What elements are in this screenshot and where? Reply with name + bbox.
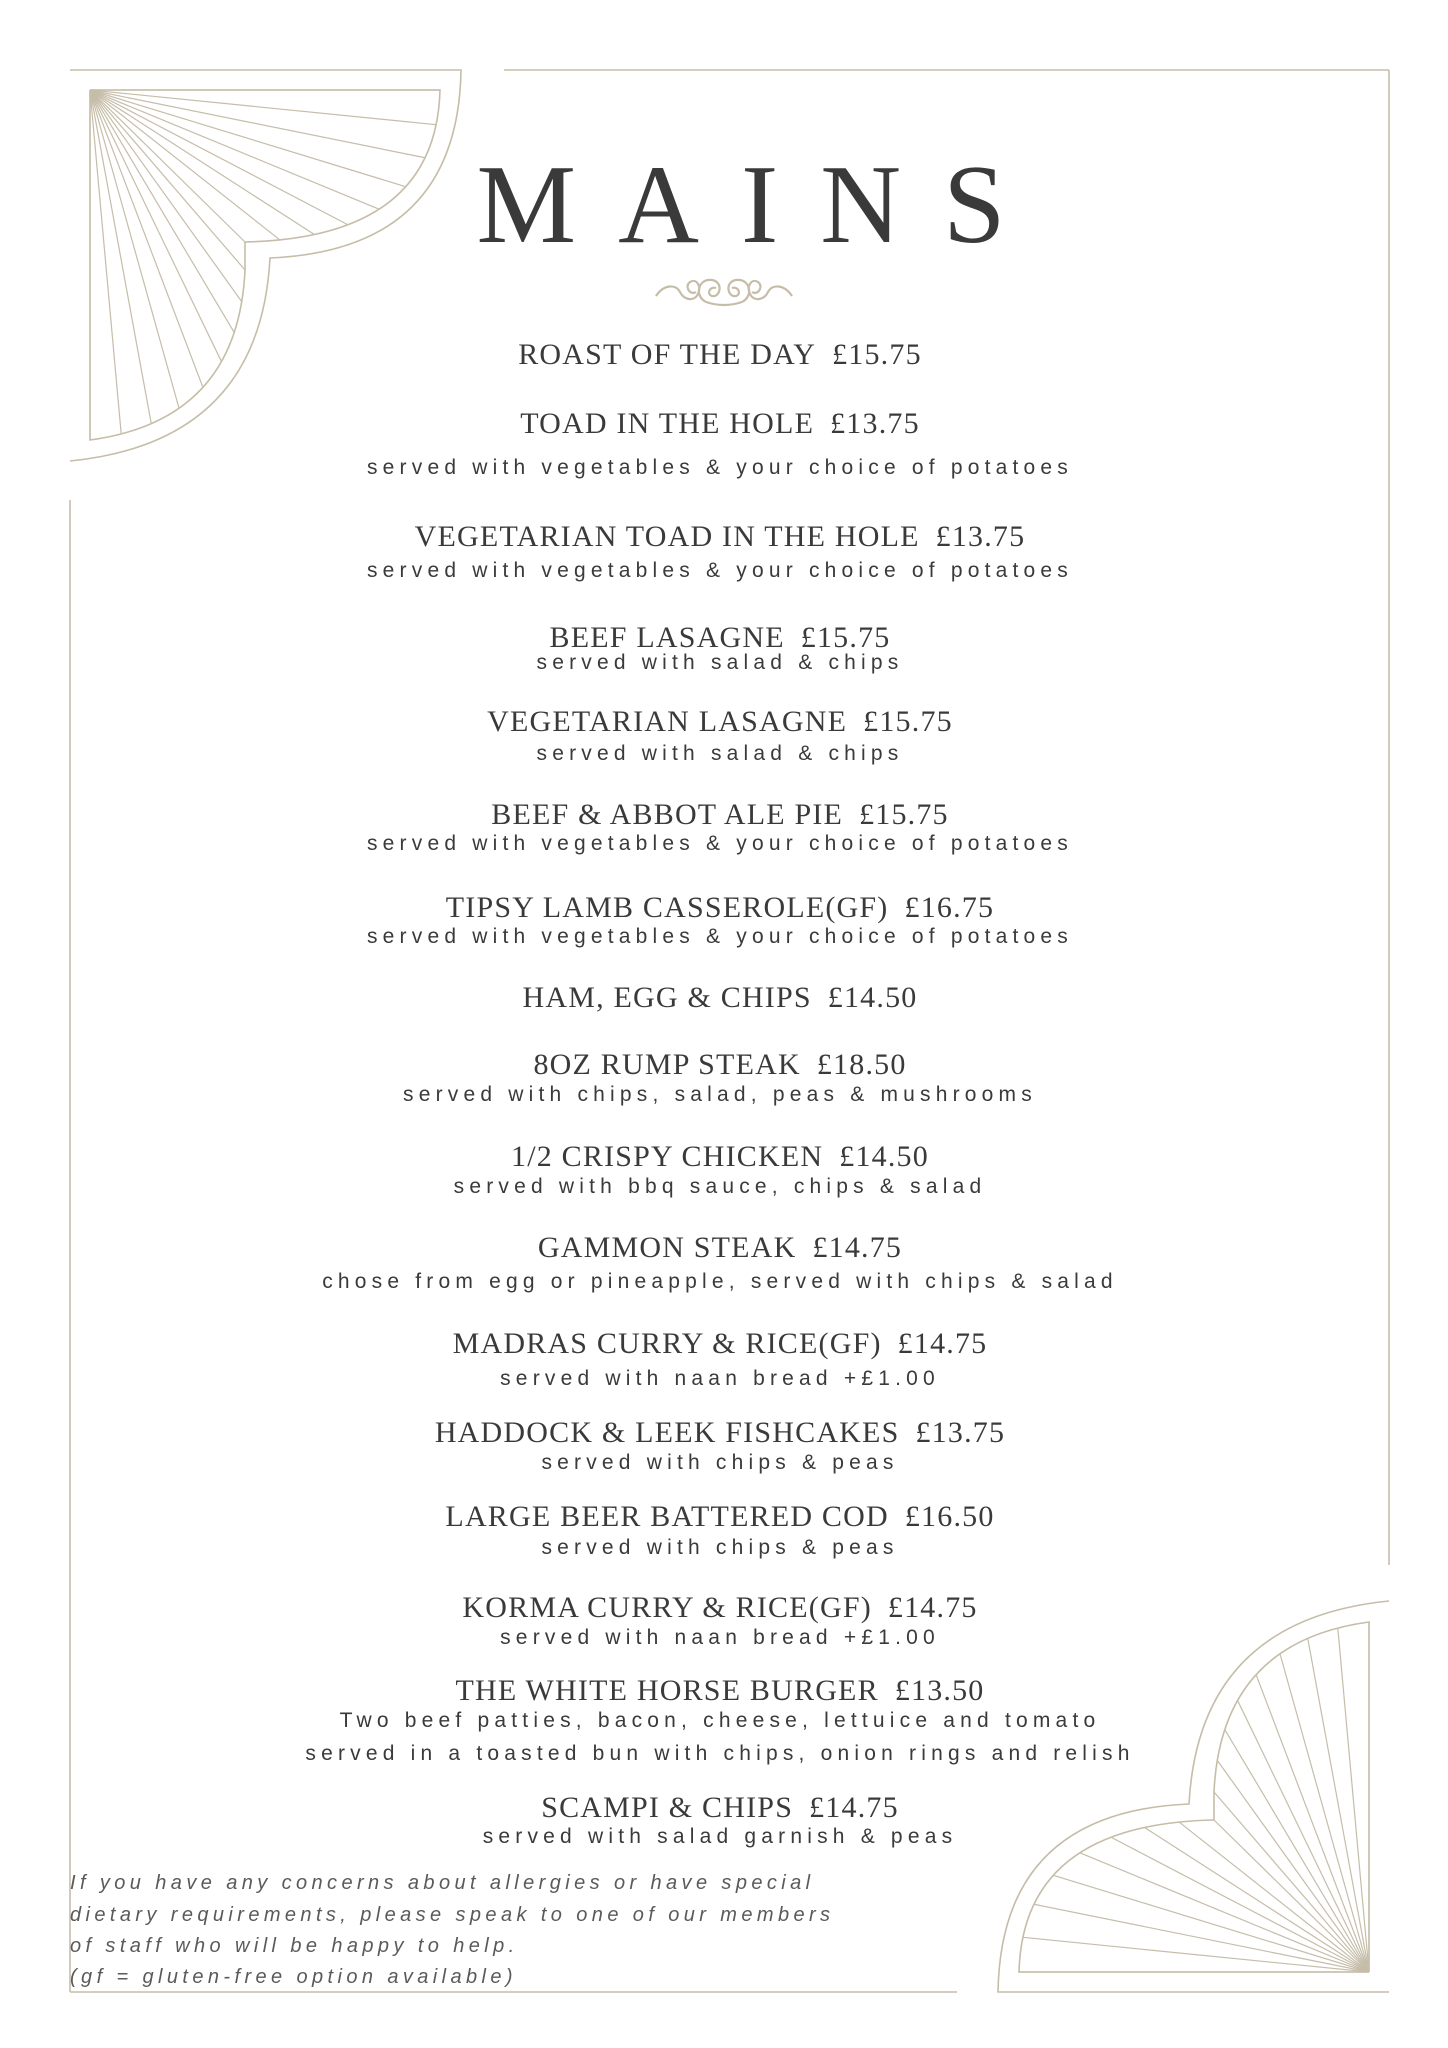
- item-price: £14.75: [812, 1231, 903, 1264]
- item-name: HADDOCK & LEEK FISHCAKES: [434, 1416, 900, 1449]
- item-name: THE WHITE HORSE BURGER: [455, 1674, 879, 1707]
- menu-item-title: [0, 890, 1440, 926]
- menu-item-title: [0, 797, 1440, 833]
- page-title: MAINS: [476, 143, 1048, 267]
- item-price: £14.75: [897, 1327, 988, 1360]
- item-description: served with chips, salad, peas & mushrooms: [403, 1083, 1037, 1106]
- allergy-notice-line: (gf = gluten-free option available): [70, 1966, 517, 1988]
- item-name: ROAST OF THE DAY: [518, 338, 817, 371]
- item-price: £15.75: [800, 621, 891, 654]
- swirl-ornament-icon: [656, 280, 792, 305]
- menu-item-title: [0, 337, 1440, 373]
- item-description: served with chips & peas: [541, 1451, 899, 1474]
- item-name: GAMMON STEAK: [537, 1231, 797, 1264]
- item-description: served with naan bread +£1.00: [500, 1626, 940, 1649]
- item-description: Two beef patties, bacon, cheese, lettuice and tomato: [339, 1709, 1101, 1732]
- item-description: served with vegetables & your choice of potatoes: [366, 559, 1074, 582]
- item-description: served with vegetables & your choice of potatoes: [366, 832, 1074, 855]
- fan-ray: [90, 90, 436, 125]
- item-name: VEGETARIAN TOAD IN THE HOLE: [414, 520, 920, 553]
- item-price: £13.50: [894, 1674, 985, 1707]
- item-price: £13.75: [830, 407, 920, 440]
- item-name: SCAMPI & CHIPS: [541, 1791, 794, 1824]
- item-description: served in a toasted bun with chips, onion rings and relish: [305, 1742, 1135, 1765]
- allergy-notice-line: of staff who will be happy to help.: [70, 1935, 519, 1957]
- item-description: served with vegetables & your choice of potatoes: [366, 925, 1074, 948]
- item-description: served with vegetables & your choice of potatoes: [366, 456, 1074, 479]
- item-name: MADRAS CURRY & RICE(GF): [452, 1327, 882, 1360]
- menu-item-title: [0, 1790, 1440, 1826]
- item-price: £14.75: [887, 1591, 978, 1624]
- menu-item-title: [0, 519, 1440, 555]
- menu-item-title: [0, 406, 1440, 442]
- item-price: £15.75: [832, 338, 922, 371]
- menu-item-title: [0, 1499, 1440, 1535]
- menu-item-title: [0, 1415, 1440, 1451]
- item-name: TOAD IN THE HOLE: [520, 407, 815, 440]
- item-name: 8OZ RUMP STEAK: [533, 1048, 801, 1081]
- item-name: VEGETARIAN LASAGNE: [487, 705, 848, 738]
- allergy-notice-line: dietary requirements, please speak to one of our members: [70, 1904, 835, 1926]
- item-price: £14.75: [809, 1791, 899, 1824]
- allergy-notice-line: If you have any concerns about allergies or have special: [70, 1872, 815, 1894]
- item-price: £18.50: [816, 1048, 907, 1081]
- item-price: £15.75: [863, 705, 953, 738]
- item-price: £13.75: [935, 520, 1026, 553]
- item-description: served with naan bread +£1.00: [500, 1367, 940, 1390]
- item-name: BEEF & ABBOT ALE PIE: [491, 798, 844, 831]
- item-name: KORMA CURRY & RICE(GF): [462, 1591, 872, 1624]
- item-price: £13.75: [915, 1416, 1006, 1449]
- item-name: LARGE BEER BATTERED COD: [445, 1500, 889, 1533]
- menu-item-title: [0, 704, 1440, 740]
- menu-item-title: [0, 980, 1440, 1016]
- item-price: £16.50: [904, 1500, 995, 1533]
- item-description: chose from egg or pineapple, served with chips & salad: [322, 1270, 1118, 1293]
- item-price: £15.75: [859, 798, 949, 831]
- item-name: HAM, EGG & CHIPS: [522, 981, 812, 1014]
- menu-item-title: [0, 1590, 1440, 1626]
- item-price: £16.75: [904, 891, 995, 924]
- item-description: served with salad & chips: [536, 651, 904, 674]
- item-description: served with salad & chips: [536, 742, 904, 765]
- menu-item-title: [0, 1139, 1440, 1175]
- item-name: TIPSY LAMB CASSEROLE(GF): [445, 891, 889, 924]
- item-description: served with chips & peas: [541, 1536, 899, 1559]
- item-description: served with salad garnish & peas: [482, 1825, 958, 1848]
- menu-item-title: [0, 1326, 1440, 1362]
- fan-ray: [1023, 1937, 1369, 1972]
- menu-item-title: [0, 1230, 1440, 1266]
- menu-item-title: [0, 1673, 1440, 1709]
- item-description: served with bbq sauce, chips & salad: [453, 1175, 987, 1198]
- item-price: £14.50: [839, 1140, 929, 1173]
- item-price: £14.50: [827, 981, 918, 1014]
- item-name: BEEF LASAGNE: [549, 621, 785, 654]
- item-name: 1/2 CRISPY CHICKEN: [511, 1140, 824, 1173]
- menu-item-title: [0, 1047, 1440, 1083]
